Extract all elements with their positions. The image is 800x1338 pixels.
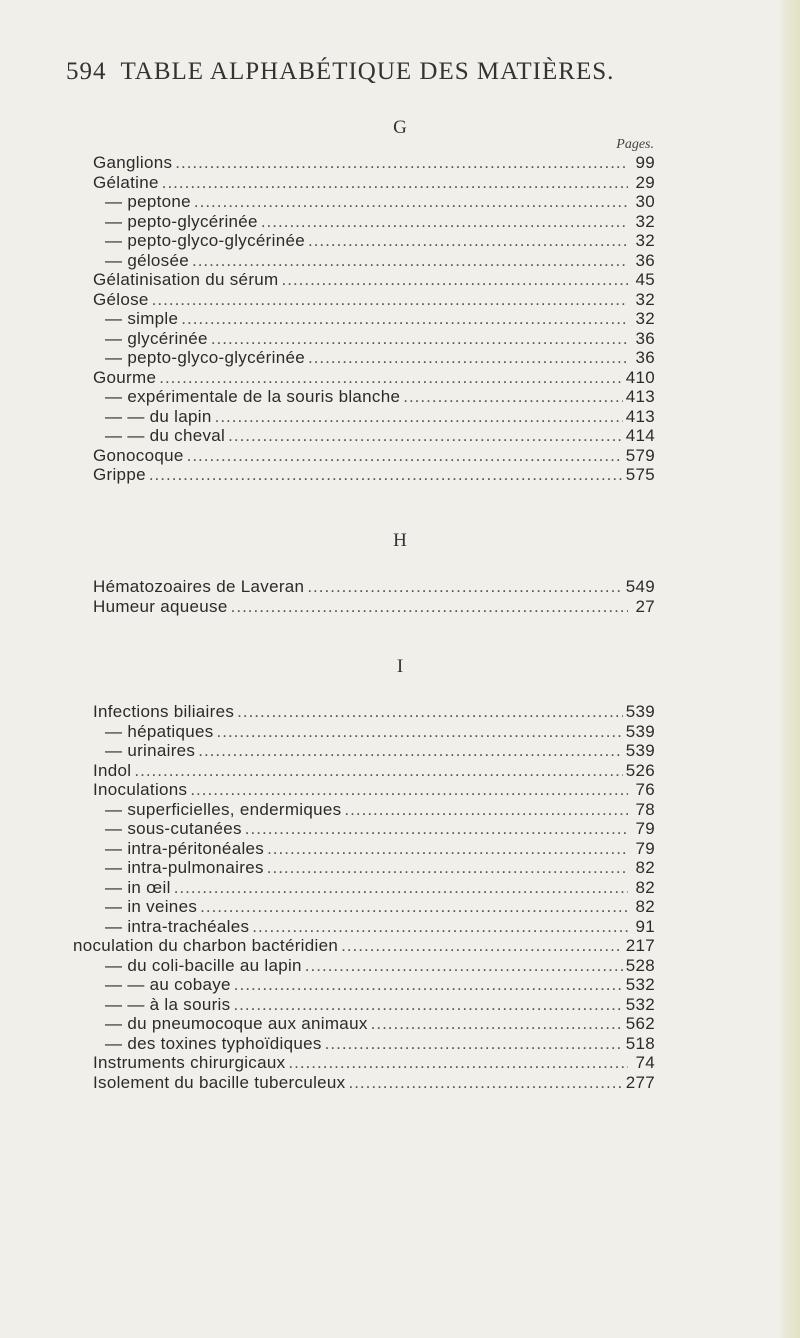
dot-leader <box>159 368 623 388</box>
dot-leader <box>308 231 628 251</box>
entry-page-number: 32 <box>635 211 655 231</box>
index-entry <box>93 1053 655 1073</box>
entry-text: Gélatinisation du sérum <box>93 270 279 289</box>
dot-leader <box>187 446 623 466</box>
entry-page-number: 32 <box>635 231 655 250</box>
entry-page-number: 32 <box>635 309 655 328</box>
dot-leader <box>175 153 628 173</box>
dot-leader <box>192 251 628 271</box>
dot-leader <box>215 407 623 427</box>
dot-leader <box>149 465 623 485</box>
entry-page-number: 78 <box>635 799 655 819</box>
dot-leader <box>282 270 629 290</box>
index-entry <box>93 878 655 898</box>
index-entry <box>93 839 655 859</box>
dot-leader <box>174 878 628 898</box>
dot-leader <box>181 309 628 329</box>
entry-page-number: 549 <box>625 577 655 596</box>
index-entry <box>73 936 655 956</box>
entry-page-number: 579 <box>625 445 655 465</box>
entry-text: noculation du charbon bactéridien <box>73 936 339 955</box>
dot-leader <box>403 387 623 407</box>
page-number: 594 <box>66 58 107 85</box>
entry-text: — hépatiques <box>105 721 214 741</box>
page-title: TABLE ALPHABÉTIQUE DES MATIÈRES. <box>120 58 615 85</box>
entry-text: — gélosée <box>105 250 189 270</box>
dot-leader <box>305 956 623 976</box>
index-entry <box>93 858 655 878</box>
entry-text: — — du cheval <box>105 426 226 445</box>
dot-leader <box>325 1034 623 1054</box>
index-entry <box>93 597 655 617</box>
dot-leader <box>198 741 623 761</box>
entry-text: — du coli-bacille au lapin <box>105 955 302 975</box>
entry-page-number: 526 <box>625 760 655 780</box>
entry-text: — — du lapin <box>105 406 212 426</box>
entry-page-number: 413 <box>625 406 655 426</box>
entry-text: Ganglions <box>93 153 173 172</box>
dot-leader <box>228 426 623 446</box>
entry-page-number: 532 <box>625 975 655 994</box>
entry-text: — in œil <box>105 877 171 897</box>
entry-text: — intra-trachéales <box>105 916 250 936</box>
dot-leader <box>307 577 622 597</box>
entry-page-number: 413 <box>625 387 655 406</box>
index-entry <box>93 1034 655 1054</box>
entry-text: Infections biliaires <box>93 702 235 721</box>
entry-page-number: 414 <box>625 426 655 445</box>
entry-text: — urinaires <box>105 741 196 760</box>
dot-leader <box>134 761 622 781</box>
entry-text: — — à la souris <box>105 994 231 1014</box>
dot-leader <box>245 819 628 839</box>
entry-page-number: 539 <box>625 741 655 760</box>
index-entry <box>93 897 655 917</box>
entry-text: — in veines <box>105 897 198 916</box>
entry-page-number: 82 <box>635 897 655 916</box>
section-letter-g: G <box>393 117 407 138</box>
index-entry <box>93 761 655 781</box>
entry-page-number: 36 <box>635 250 655 270</box>
index-section-g <box>93 153 655 485</box>
index-entry <box>93 465 655 485</box>
entry-page-number: 32 <box>635 289 655 309</box>
entry-text: — glycérinée <box>105 328 208 348</box>
entry-text: — simple <box>105 309 179 328</box>
index-entry <box>93 426 655 446</box>
dot-leader <box>234 975 623 995</box>
index-entry <box>93 956 655 976</box>
entry-text: — pepto-glyco-glycérinée <box>105 231 305 250</box>
index-entry <box>93 153 655 173</box>
entry-text: — du pneumocoque aux animaux <box>105 1014 368 1033</box>
index-entry <box>93 348 655 368</box>
dot-leader <box>341 936 623 956</box>
dot-leader <box>267 858 628 878</box>
dot-leader <box>344 800 628 820</box>
entry-page-number: 277 <box>625 1072 655 1092</box>
dot-leader <box>152 290 628 310</box>
dot-leader <box>261 212 628 232</box>
index-entry <box>93 192 655 212</box>
entry-text: Humeur aqueuse <box>93 596 228 616</box>
dot-leader <box>217 722 623 742</box>
entry-text: Grippe <box>93 465 146 484</box>
index-entry <box>93 1014 655 1034</box>
entry-page-number: 410 <box>625 367 655 387</box>
dot-leader <box>308 348 628 368</box>
dot-leader <box>190 780 628 800</box>
index-entry <box>93 251 655 271</box>
dot-leader <box>211 329 628 349</box>
index-entry <box>93 231 655 251</box>
entry-page-number: 27 <box>635 596 655 616</box>
entry-text: — pepto-glyco-glycérinée <box>105 348 305 367</box>
entry-page-number: 528 <box>625 955 655 975</box>
entry-page-number: 562 <box>625 1014 655 1033</box>
index-entry <box>93 819 655 839</box>
entry-text: — sous-cutanées <box>105 819 242 838</box>
dot-leader <box>231 597 628 617</box>
entry-text: — — au cobaye <box>105 975 231 994</box>
entry-page-number: 82 <box>635 858 655 877</box>
index-entry <box>93 173 655 193</box>
entry-page-number: 29 <box>635 172 655 192</box>
dot-leader <box>162 173 628 193</box>
entry-page-number: 91 <box>635 916 655 936</box>
index-entry <box>93 800 655 820</box>
pages-column-label: Pages. <box>616 137 654 152</box>
index-entry <box>93 1073 655 1093</box>
entry-page-number: 99 <box>635 153 655 172</box>
entry-text: — superficielles, endermiques <box>105 799 342 819</box>
entry-text: — intra-péritonéales <box>105 838 265 858</box>
index-entry <box>93 741 655 761</box>
entry-text: Gourme <box>93 367 157 387</box>
index-entry <box>93 446 655 466</box>
index-entry <box>93 329 655 349</box>
entry-text: Hématozoaires de Laveran <box>93 577 305 596</box>
entry-page-number: 532 <box>625 994 655 1014</box>
index-entry <box>93 995 655 1015</box>
entry-text: Gélose <box>93 289 149 309</box>
index-entry <box>93 577 655 597</box>
index-entry <box>93 290 655 310</box>
dot-leader <box>233 995 622 1015</box>
index-section-h <box>93 577 655 616</box>
entry-text: — intra-pulmonaires <box>105 858 264 877</box>
entry-page-number: 45 <box>635 270 655 289</box>
index-entry <box>93 270 655 290</box>
index-entry <box>93 387 655 407</box>
entry-text: Gélatine <box>93 172 159 192</box>
dot-leader <box>252 917 628 937</box>
dot-leader <box>348 1073 622 1093</box>
dot-leader <box>267 839 628 859</box>
index-entry <box>93 702 655 722</box>
entry-page-number: 36 <box>635 348 655 367</box>
section-letter-h: H <box>393 530 407 551</box>
entry-page-number: 36 <box>635 328 655 348</box>
dot-leader <box>200 897 628 917</box>
index-entry <box>93 975 655 995</box>
section-letter-i: I <box>396 656 404 677</box>
entry-page-number: 575 <box>625 465 655 484</box>
index-entry <box>93 407 655 427</box>
entry-page-number: 74 <box>635 1053 655 1072</box>
entry-text: Instruments chirurgicaux <box>93 1053 286 1072</box>
entry-page-number: 76 <box>635 780 655 799</box>
dot-leader <box>288 1053 628 1073</box>
index-entry <box>93 780 655 800</box>
entry-page-number: 217 <box>625 936 655 955</box>
entry-text: Inoculations <box>93 780 188 799</box>
entry-page-number: 518 <box>625 1033 655 1053</box>
entry-page-number: 79 <box>635 838 655 858</box>
entry-text: — expérimentale de la souris blanche <box>105 387 401 406</box>
entry-page-number: 79 <box>635 819 655 838</box>
dot-leader <box>194 192 628 212</box>
dot-leader <box>237 702 623 722</box>
entry-page-number: 539 <box>625 721 655 741</box>
running-head <box>66 58 614 86</box>
entry-text: Indol <box>93 760 132 780</box>
entry-page-number: 539 <box>625 702 655 721</box>
index-entry <box>93 917 655 937</box>
entry-text: — pepto-glycérinée <box>105 211 258 231</box>
index-entry <box>93 212 655 232</box>
index-entry <box>93 309 655 329</box>
index-entry <box>93 722 655 742</box>
entry-text: — des toxines typhoïdiques <box>105 1033 322 1053</box>
dot-leader <box>371 1014 623 1034</box>
entry-page-number: 30 <box>635 192 655 211</box>
entry-text: Gonocoque <box>93 445 184 465</box>
entry-text: — peptone <box>105 192 191 211</box>
index-section-i <box>73 702 655 1092</box>
entry-text: Isolement du bacille tuberculeux <box>93 1072 346 1092</box>
index-entry <box>93 368 655 388</box>
entry-page-number: 82 <box>635 877 655 897</box>
